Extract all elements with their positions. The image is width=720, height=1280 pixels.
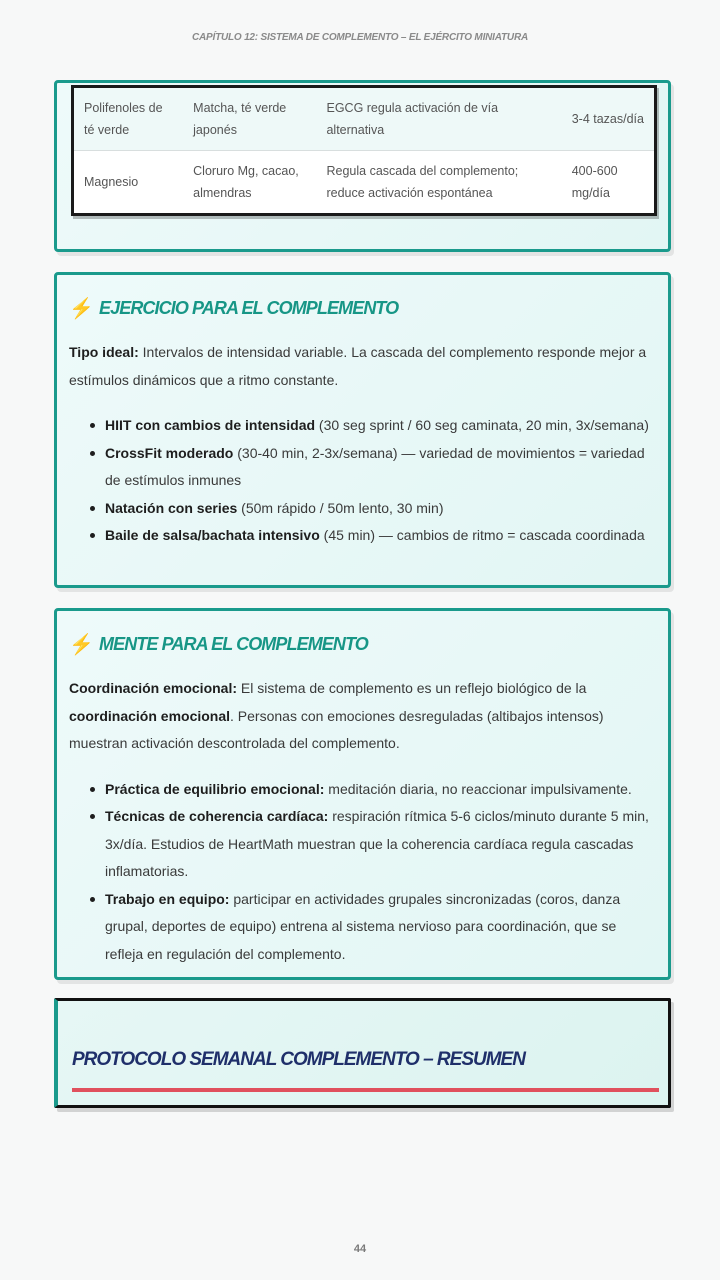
intro-label: Tipo ideal: [69, 344, 139, 360]
page-number: 44 [353, 1243, 367, 1255]
mind-list [69, 776, 656, 969]
item-bold: Técnicas de coherencia cardíaca: [105, 808, 329, 824]
intro-bold: coordinación emocional [69, 707, 231, 724]
list-item [89, 776, 656, 804]
list-item [89, 495, 656, 523]
lightning-icon: ⚡ [69, 297, 94, 320]
item-text: (30-40 min, 2-3x/semana) — variedad de movimientos = variedad de estímulos inmunes [105, 444, 645, 488]
item-text: meditación diaria, no reaccionar impulsivamente. [324, 780, 632, 797]
exercise-card [54, 272, 671, 588]
intro-label: Coordinación emocional: [69, 680, 238, 696]
intro-text: . Personas con emociones desreguladas (altibajos intensos) muestran activación descontrolada del complemento. [69, 707, 604, 751]
item-text: (50m rápido / 50m lento, 30 min) [237, 499, 444, 516]
table-card [54, 80, 671, 252]
exercise-intro [69, 339, 656, 394]
mind-intro [69, 675, 656, 758]
exercise-title-text: EJERCICIO PARA EL COMPLEMENTO [99, 297, 399, 318]
table-cell: Polifenoles de té verde [84, 101, 163, 137]
table-cell: Cloruro Mg, cacao, almendras [193, 164, 299, 200]
item-bold: Baile de salsa/bachata intensivo [105, 527, 320, 543]
summary-title: PROTOCOLO SEMANAL COMPLEMENTO – RESUMEN [72, 1049, 525, 1070]
table-row [73, 87, 656, 151]
item-bold: Trabajo en equipo: [105, 890, 230, 907]
item-bold: Natación con series [105, 499, 238, 516]
mind-title [69, 631, 656, 657]
table-cell: EGCG regula activación de vía alternativa [326, 101, 499, 137]
item-text: (30 seg sprint / 60 seg caminata, 20 min, 3x/semana) [315, 417, 649, 433]
lightning-icon: ⚡ [69, 633, 94, 656]
summary-underline [72, 1088, 659, 1092]
intro-text: El sistema de complemento es un reflejo biológico de la [237, 680, 587, 696]
exercise-title [69, 295, 656, 321]
running-head: CAPÍTULO 12: SISTEMA DE COMPLEMENTO – EL EJÉRCITO MINIATURA [191, 32, 528, 43]
table-row [73, 151, 656, 215]
item-text: (45 min) — cambios de ritmo = cascada coordinada [319, 527, 645, 543]
table-cell: Regula cascada del complemento; reduce activación espontánea [326, 164, 519, 200]
nutrient-table [71, 85, 657, 216]
list-item [89, 412, 656, 440]
item-bold: HIIT con cambios de intensidad [105, 417, 316, 433]
table-cell: Matcha, té verde japonés [193, 101, 287, 137]
item-text: respiración rítmica 5-6 ciclos/minuto durante 5 min, 3x/día. Estudios de HeartMath muestran que la coherencia cardíaca regula cascadas inflamatorias. [105, 808, 649, 879]
list-item [89, 440, 656, 495]
intro-text: Intervalos de intensidad variable. La cascada del complemento responde mejor a estímulos dinámicos que a ritmo constante. [69, 344, 647, 388]
item-text: participar en actividades grupales sincronizadas (coros, danza grupal, deportes de equipo) entrena al sistema nervioso para coordinación, que se refleja en regulación del complemento. [105, 890, 621, 962]
mind-card [54, 608, 671, 980]
summary-card [54, 998, 671, 1108]
table-cell: Magnesio [84, 175, 139, 189]
table-cell: 3-4 tazas/día [571, 112, 644, 126]
list-item [89, 803, 656, 886]
item-bold: CrossFit moderado [105, 444, 234, 461]
mind-title-text: MENTE PARA EL COMPLEMENTO [99, 633, 368, 654]
list-item [89, 886, 656, 969]
list-item [89, 522, 656, 550]
exercise-list [69, 412, 656, 550]
item-bold: Práctica de equilibrio emocional: [105, 780, 325, 797]
table-cell: 400-600 mg/día [571, 164, 618, 200]
